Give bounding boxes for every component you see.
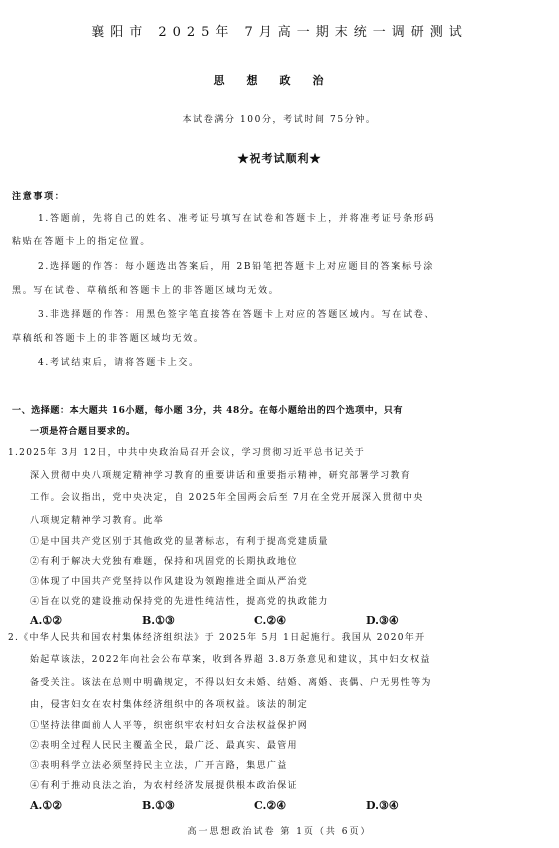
note-line: 1.答题前，先将自己的姓名、准考证号填写在试卷和答题卡上，并将准考证号条形码 — [38, 214, 436, 224]
option-d[interactable]: D.③④ — [366, 614, 399, 627]
note-line: 4.考试结束后，请将答题卡上交。 — [38, 358, 200, 368]
question-2-stem: 由，侵害妇女在农村集体经济组织中的各项权益。该法的制定 — [30, 700, 309, 710]
question-2-stem: 备受关注。该法在总则中明确规定，不得以妇女未婚、结婚、离婚、丧偶、户无男性等为 — [30, 678, 432, 688]
option-a[interactable]: A.①② — [30, 799, 63, 812]
question-2-statement: ②表明全过程人民民主覆盖全民，最广泛、最真实、最管用 — [30, 741, 298, 751]
section-instructions: 一、选择题：本大题共 16小题，每小题 3分，共 48分。在每小题给出的四个选项中，只有 — [12, 406, 404, 416]
question-2-stem: 2.《中华人民共和国农村集体经济组织法》于 2025年 5月 1日起施行。我国从 2020年开 — [8, 633, 426, 643]
option-d[interactable]: D.③④ — [366, 799, 399, 812]
question-2-options — [30, 794, 478, 813]
exam-title: 襄阳市 2025年 7月高一期末统一调研测试 — [91, 25, 468, 40]
note-line: 黑。写在试卷、草稿纸和答题卡上的非答题区域均无效。 — [12, 286, 280, 296]
note-line: 3.非选择题的作答：用黑色签字笔直接答在答题卡上对应的答题区域内。写在试卷、 — [38, 310, 436, 320]
option-c[interactable]: C.②④ — [254, 614, 287, 627]
question-2-statement: ④有利于推动良法之治，为农村经济发展提供根本政治保证 — [30, 781, 298, 791]
question-1-stem: 八项规定精神学习教育。此举 — [30, 516, 164, 526]
question-2-statement: ③表明科学立法必须坚持民主立法，广开言路，集思广益 — [30, 761, 288, 771]
question-1-statement: ②有利于解决大党独有难题，保持和巩固党的长期执政地位 — [30, 557, 298, 567]
option-b[interactable]: B.①③ — [142, 614, 175, 627]
note-line: 2.选择题的作答：每小题选出答案后，用 2B铅笔把答题卡上对应题目的答案标号涂 — [38, 262, 435, 272]
score-time-line: 本试卷满分 100分，考试时间 75分钟。 — [182, 115, 377, 125]
note-line: 粘贴在答题卡上的指定位置。 — [12, 237, 152, 247]
page-footer: 高一思想政治试卷 第 1页（共 6页） — [187, 827, 372, 837]
notes-heading: 注意事项： — [12, 192, 66, 202]
question-1-statement: ④旨在以党的建设推动保持党的先进性纯洁性，提高党的执政能力 — [30, 597, 329, 607]
question-1-options — [30, 609, 478, 628]
question-1-stem: 工作。会议指出，党中央决定，自 2025年全国两会后至 7月在全党开展深入贯彻中央 — [30, 493, 424, 503]
option-c[interactable]: C.②④ — [254, 799, 287, 812]
good-luck-banner: ★祝考试顺利★ — [237, 152, 322, 165]
question-1-stem: 1.2025年 3月 12日，中共中央政治局召开会议，学习贯彻习近平总书记关于 — [8, 448, 366, 458]
option-b[interactable]: B.①③ — [142, 799, 175, 812]
section-instructions-cont: 一项是符合题目要求的。 — [30, 427, 136, 437]
option-a[interactable]: A.①② — [30, 614, 63, 627]
question-2-statement: ①坚持法律面前人人平等，织密织牢农村妇女合法权益保护网 — [30, 721, 309, 731]
note-line: 草稿纸和答题卡上的非答题区域均无效。 — [12, 334, 205, 344]
question-1-stem: 深入贯彻中央八项规定精神学习教育的重要讲话和重要指示精神，研究部署学习教育 — [30, 471, 412, 481]
question-1-statement: ①是中国共产党区别于其他政党的显著标志，有利于提高党建质量 — [30, 537, 329, 547]
question-2-stem: 始起草该法，2022年向社会公布草案，收到各界超 3.8万条意见和建议，其中妇女权益 — [30, 655, 431, 665]
subject-title: 思想政治 — [213, 74, 346, 87]
question-1-statement: ③体现了中国共产党坚持以作风建设为领跑推进全面从严治党 — [30, 577, 309, 587]
